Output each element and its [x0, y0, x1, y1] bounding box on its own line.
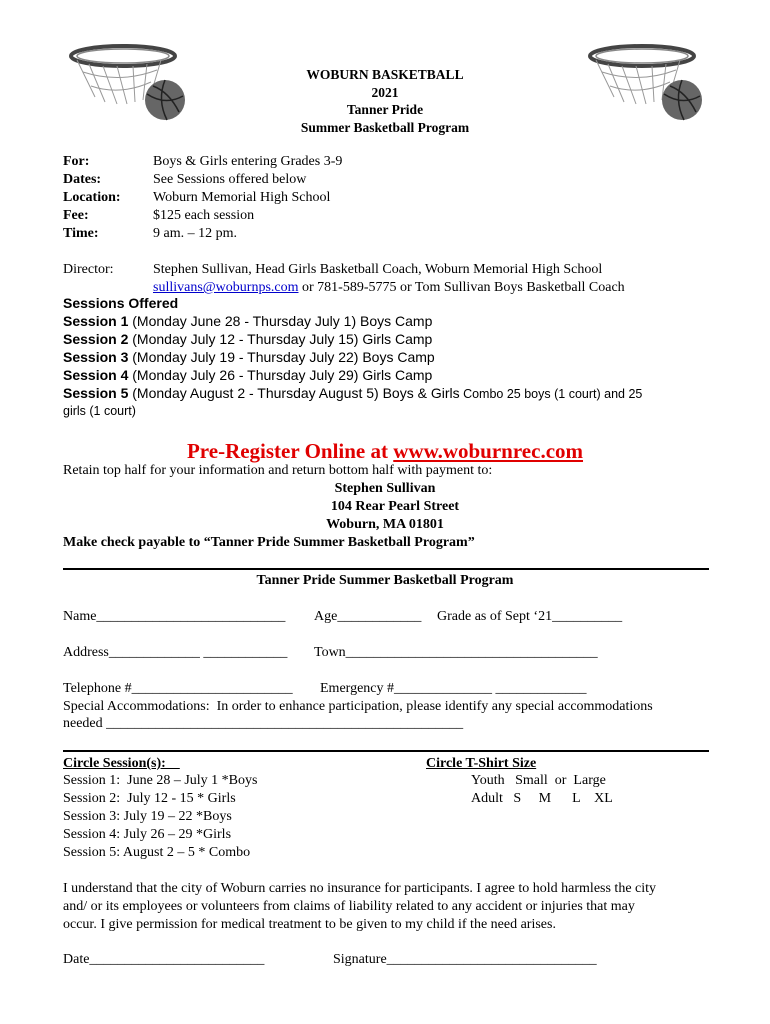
director-line-1: Stephen Sullivan, Head Girls Basketball Coach, Woburn Memorial High School — [153, 262, 603, 277]
form-title: Tanner Pride Summer Basketball Program — [256, 573, 514, 588]
address-field[interactable]: Address_____________ ____________ — [63, 645, 288, 660]
session-text: (Monday July 26 - Thursday July 29) Girls Camp — [128, 367, 433, 383]
info-value: 9 am. – 12 pm. — [153, 226, 237, 241]
preregister-text: Pre-Register Online at — [186, 439, 394, 463]
session-text: (Monday June 28 - Thursday July 1) Boys Camp — [128, 313, 433, 329]
town-field[interactable]: Town____________________________________ — [314, 645, 598, 660]
session-label: Session 3 — [63, 349, 129, 365]
telephone-field[interactable]: Telephone #_______________________ — [63, 681, 293, 696]
session-text: (Monday July 12 - Thursday July 15) Girls Camp — [128, 331, 433, 347]
session-line-4 — [63, 367, 713, 385]
director-contact-text: or 781-589-5775 or Tom Sullivan Boys Basketball Coach — [298, 280, 625, 295]
session-label: Session 2 — [63, 331, 129, 347]
date-field[interactable]: Date_________________________ — [63, 952, 265, 967]
session-text: (Monday July 19 - Thursday July 22) Boys Camp — [128, 349, 435, 365]
circle-session-option[interactable]: Session 1: June 28 – July 1 *Boys — [63, 773, 258, 788]
info-value: $125 each session — [153, 208, 255, 223]
mail-name: Stephen Sullivan — [334, 481, 436, 496]
grade-field[interactable]: Grade as of Sept ‘21__________ — [437, 609, 623, 624]
cut-line — [63, 568, 709, 570]
age-field[interactable]: Age____________ — [314, 609, 422, 624]
circle-session-option[interactable]: Session 5: August 2 – 5 * Combo — [63, 845, 251, 860]
sessions-heading: Sessions Offered — [63, 295, 179, 311]
name-field[interactable]: Name___________________________ — [63, 609, 286, 624]
mail-street: 104 Rear Pearl Street — [330, 499, 460, 514]
circle-sessions-heading: Circle Session(s): — [63, 756, 180, 771]
session-label: Session 4 — [63, 367, 129, 383]
session-line-1 — [63, 313, 713, 331]
director-email-link[interactable]: sullivans@woburnps.com — [153, 280, 299, 295]
header-line-4: Summer Basketball Program — [300, 119, 470, 135]
info-value: Boys & Girls entering Grades 3-9 — [153, 154, 343, 169]
info-value: See Sessions offered below — [153, 172, 307, 187]
header-line-3: Tanner Pride — [346, 102, 424, 117]
info-value: Woburn Memorial High School — [153, 190, 331, 205]
emergency-field[interactable]: Emergency #______________ _____________ — [320, 681, 587, 696]
waiver-line-2: and/ or its employees or volunteers from claims of liability related to any accident or injuries that may — [63, 899, 635, 914]
waiver-line-3: occur. I give permission for medical treatment to be given to my child if the need arises. — [63, 917, 556, 932]
special-accommodations-label: Special Accommodations: In order to enhance participation, please identify any special accommodations — [63, 699, 653, 714]
preregister-link[interactable]: www.woburnrec.com — [393, 439, 584, 463]
payable-instructions: Make check payable to “Tanner Pride Summer Basketball Program” — [63, 535, 475, 550]
mail-city: Woburn, MA 01801 — [326, 517, 444, 532]
info-label: Fee: — [63, 208, 89, 223]
director-label: Director: — [63, 262, 114, 277]
tshirt-heading: Circle T-Shirt Size — [426, 756, 537, 771]
waiver-line-1: I understand that the city of Woburn carries no insurance for participants. I agree to hold harmless the city — [63, 881, 657, 896]
info-label: Location: — [63, 190, 121, 205]
tshirt-youth-sizes[interactable]: Youth Small or Large — [471, 773, 606, 788]
tshirt-adult-sizes[interactable]: Adult S M L XL — [471, 791, 613, 806]
session-text: (Monday August 2 - Thursday August 5) Boys & Girls — [128, 385, 460, 401]
session-line-5 — [63, 385, 713, 404]
circle-session-option[interactable]: Session 2: July 12 - 15 * Girls — [63, 791, 236, 806]
session-text-small: Combo 25 boys (1 court) and 25 — [459, 387, 643, 401]
session-continuation: girls (1 court) — [63, 404, 136, 418]
retain-instructions: Retain top half for your information and return bottom half with payment to: — [63, 463, 493, 478]
header-line-2: 2021 — [371, 84, 399, 100]
info-label: For: — [63, 154, 90, 169]
header-line-1: WOBURN BASKETBALL — [306, 67, 464, 82]
session-label: Session 5 — [63, 385, 129, 401]
info-label: Dates: — [63, 172, 102, 187]
info-label: Time: — [63, 226, 99, 241]
circle-session-option[interactable]: Session 4: July 26 – 29 *Girls — [63, 827, 232, 842]
preregister-banner — [0, 438, 770, 464]
session-label: Session 1 — [63, 313, 129, 329]
signature-field[interactable]: Signature______________________________ — [333, 952, 597, 967]
session-line-3 — [63, 349, 713, 367]
special-accommodations-field[interactable]: needed ___________________________________________________ — [63, 716, 464, 731]
session-line-2 — [63, 331, 713, 349]
section-divider — [63, 750, 709, 752]
circle-session-option[interactable]: Session 3: July 19 – 22 *Boys — [63, 809, 232, 824]
page-header — [0, 66, 770, 136]
